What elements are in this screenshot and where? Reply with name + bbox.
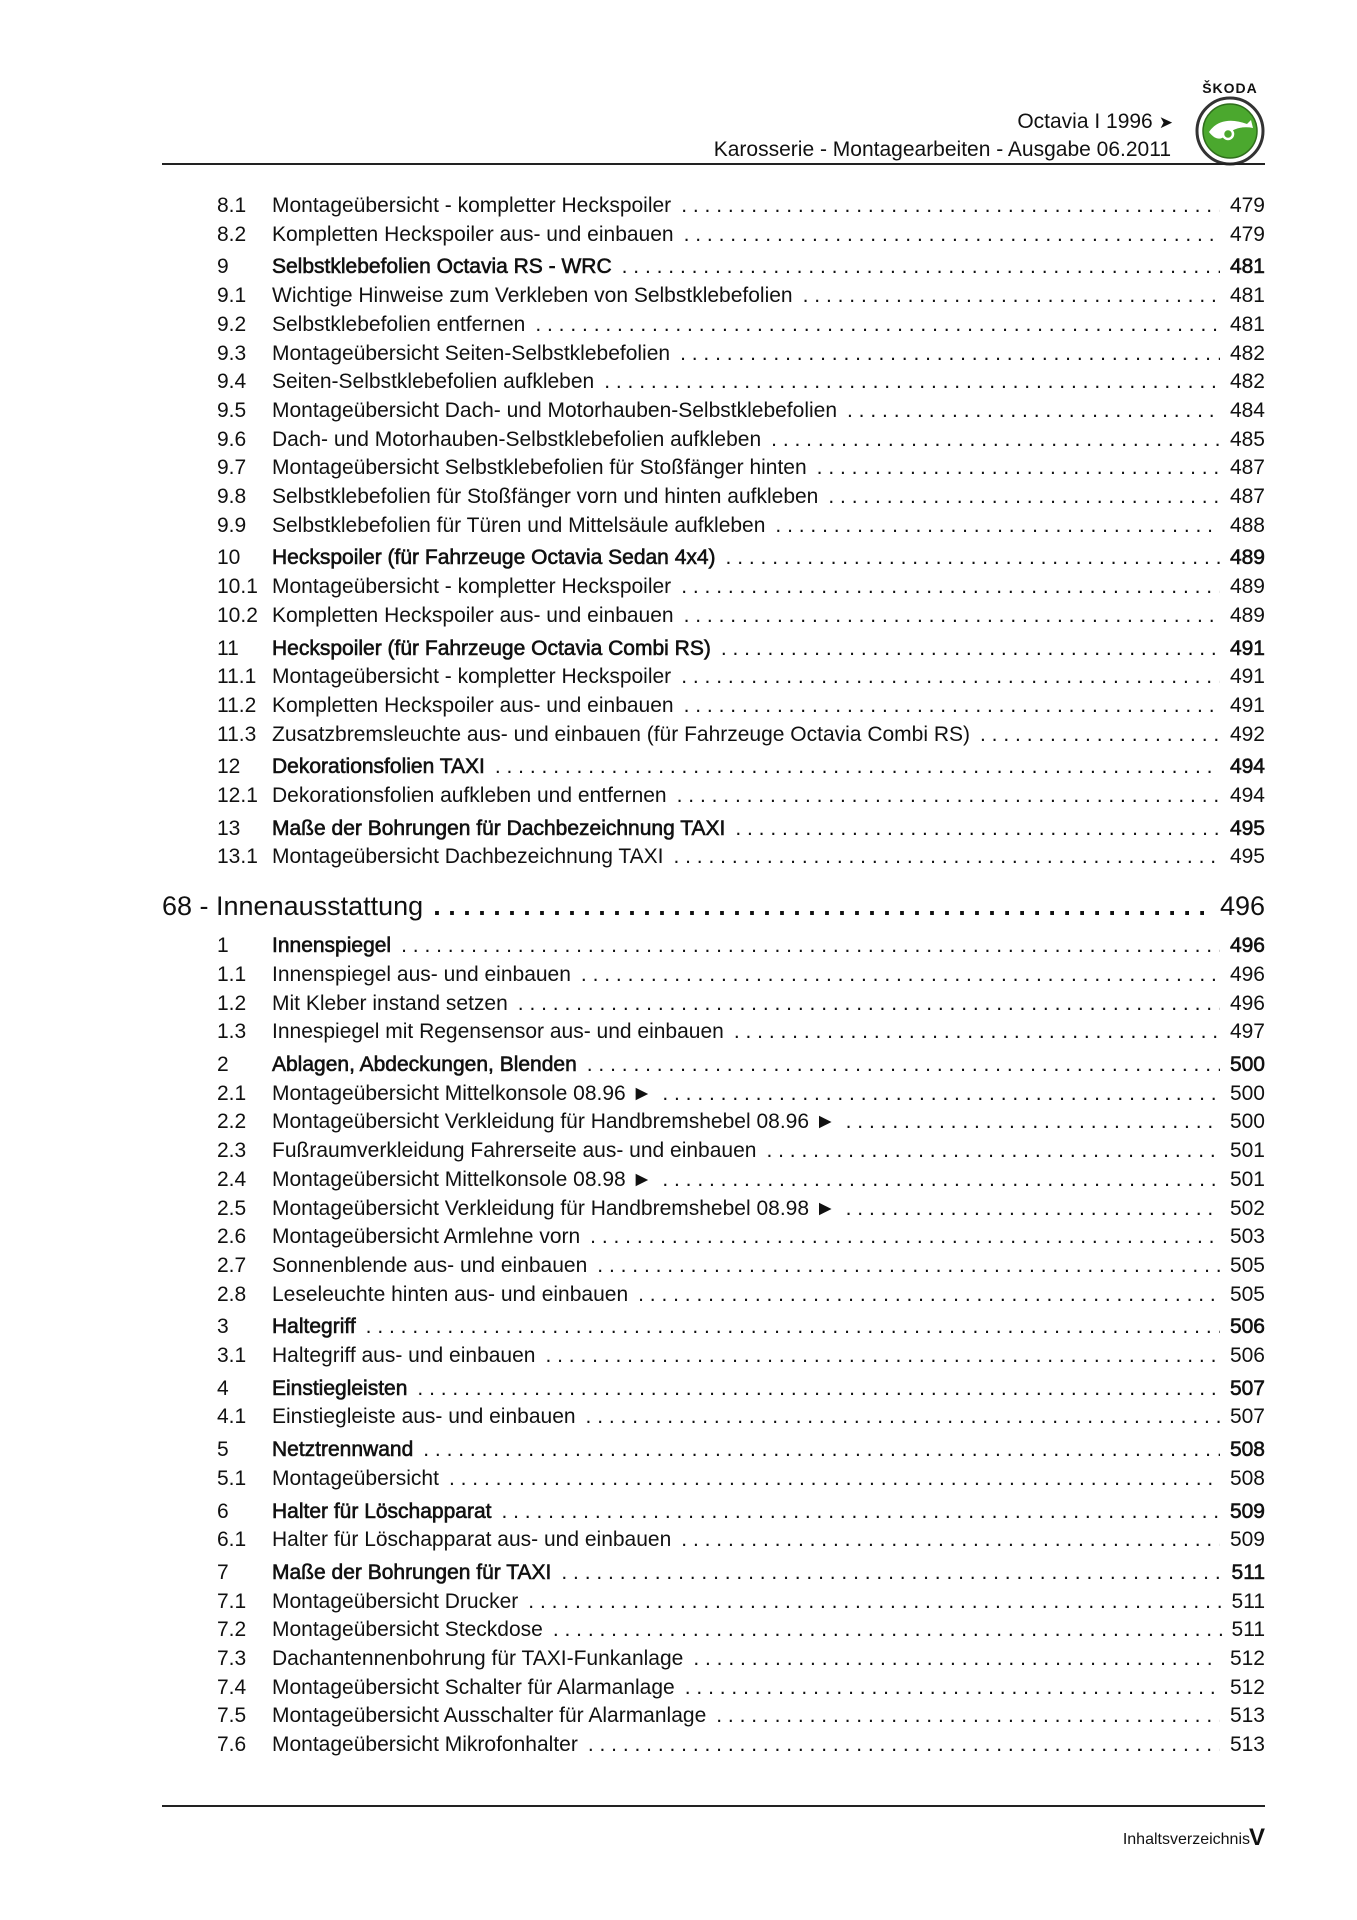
toc-leader-dots xyxy=(401,932,1220,961)
toc-leader-dots xyxy=(693,1645,1220,1674)
toc-entry[interactable] xyxy=(162,1526,1265,1555)
toc-title: Maße der Bohrungen für Dachbezeichnung TAXI xyxy=(272,816,726,840)
toc-page-number: 496 xyxy=(1229,991,1265,1015)
toc-number: 10 xyxy=(217,546,241,570)
toc-number: 13.1 xyxy=(217,845,258,869)
toc-title: Montageübersicht xyxy=(272,1466,439,1490)
toc-entry[interactable] xyxy=(162,368,1265,397)
toc-section[interactable] xyxy=(162,1313,1265,1342)
toc-number: 4.1 xyxy=(217,1405,247,1429)
toc-page-number: 489 xyxy=(1229,575,1265,599)
toc-entry[interactable] xyxy=(162,1674,1265,1703)
toc-number: 10.2 xyxy=(217,603,258,627)
toc-page-number: 491 xyxy=(1229,665,1265,689)
toc-leader-dots xyxy=(604,368,1220,397)
toc-page-number: 491 xyxy=(1229,693,1265,717)
toc-entry[interactable] xyxy=(162,311,1265,340)
toc-number: 5.1 xyxy=(217,1466,247,1490)
toc-title: Einstiegleiste aus- und einbauen xyxy=(272,1405,576,1429)
toc-number: 8.1 xyxy=(217,194,247,217)
toc-title: Montageübersicht Steckdose xyxy=(272,1618,543,1642)
toc-page-number: 494 xyxy=(1229,784,1265,808)
toc-leader-dots xyxy=(684,692,1220,721)
toc-entry[interactable] xyxy=(162,1281,1265,1310)
toc-title: Dachantennenbohrung für TAXI-Funkanlage xyxy=(272,1647,684,1671)
toc-title: Kompletten Heckspoiler aus- und einbauen xyxy=(272,603,674,627)
toc-leader-dots xyxy=(726,544,1220,573)
toc-number: 4 xyxy=(217,1376,229,1400)
table-of-contents xyxy=(162,192,1265,1760)
toc-title: 68 - Innenausstattung xyxy=(162,891,424,922)
toc-page-number: 482 xyxy=(1229,341,1265,365)
toc-number: 11 xyxy=(217,636,239,660)
toc-page-number: 509 xyxy=(1229,1528,1265,1552)
toc-page-number: 506 xyxy=(1229,1315,1265,1339)
toc-page-number: 502 xyxy=(1229,1196,1265,1220)
toc-title: Montageübersicht Selbstklebefolien für Stoßfänger hinten xyxy=(272,456,807,480)
toc-number: 9 xyxy=(217,255,229,279)
toc-page-number: 501 xyxy=(1229,1139,1265,1163)
toc-entry[interactable] xyxy=(162,192,1265,221)
toc-page-number: 481 xyxy=(1229,255,1265,279)
toc-number: 11.2 xyxy=(217,693,257,717)
toc-leader-dots xyxy=(366,1313,1220,1342)
footer-page-number: V xyxy=(1248,1824,1265,1851)
toc-leader-dots xyxy=(847,397,1220,426)
toc-page-number: 488 xyxy=(1229,513,1265,537)
toc-leader-dots xyxy=(846,1108,1220,1137)
toc-entry[interactable] xyxy=(162,1223,1265,1252)
toc-leader-dots xyxy=(828,483,1220,512)
toc-title: Heckspoiler (für Fahrzeuge Octavia Combi RS) xyxy=(272,636,711,660)
toc-entry[interactable] xyxy=(162,221,1265,250)
toc-page-number: 511 xyxy=(1231,1560,1265,1584)
toc-page-number: 481 xyxy=(1229,312,1265,336)
toc-title: Dekorationsfolien TAXI xyxy=(272,755,485,779)
toc-entry[interactable] xyxy=(162,1702,1265,1731)
toc-title: Halter für Löschapparat xyxy=(272,1499,492,1523)
toc-title: Montageübersicht - kompletter Heckspoiler xyxy=(272,194,672,217)
header-subtitle: Karosserie - Montagearbeiten - Ausgabe 06.2011 xyxy=(713,138,1171,161)
toc-number: 5 xyxy=(217,1438,229,1462)
toc-leader-dots xyxy=(680,340,1220,369)
toc-title: Innenspiegel aus- und einbauen xyxy=(272,962,571,986)
toc-number: 11.3 xyxy=(217,722,257,746)
toc-section[interactable] xyxy=(162,635,1265,664)
toc-page-number: 496 xyxy=(1229,934,1265,958)
toc-leader-dots xyxy=(622,253,1220,282)
toc-number: 8.2 xyxy=(217,222,247,246)
toc-leader-dots xyxy=(771,426,1220,455)
toc-section[interactable] xyxy=(162,932,1265,961)
toc-section[interactable] xyxy=(162,544,1265,573)
toc-number: 13 xyxy=(217,816,241,840)
toc-section[interactable] xyxy=(162,253,1265,282)
toc-number: 1 xyxy=(217,934,229,958)
toc-leader-dots xyxy=(417,1375,1220,1404)
toc-title: Selbstklebefolien für Türen und Mittelsäule aufkleben xyxy=(272,513,766,537)
toc-leader-dots xyxy=(535,311,1220,340)
toc-page-number: 496 xyxy=(1219,891,1265,922)
toc-number: 9.3 xyxy=(217,341,247,365)
toc-entry[interactable] xyxy=(162,1137,1265,1166)
toc-page-number: 481 xyxy=(1229,284,1265,308)
toc-title: Kompletten Heckspoiler aus- und einbauen xyxy=(272,222,674,246)
toc-leader-dots xyxy=(586,1403,1220,1432)
toc-page-number: 508 xyxy=(1229,1466,1265,1490)
toc-number: 2.2 xyxy=(217,1110,247,1134)
toc-number: 9.5 xyxy=(217,398,247,422)
toc-page-number: 505 xyxy=(1229,1282,1265,1306)
toc-number: 6.1 xyxy=(217,1528,247,1552)
toc-number: 9.9 xyxy=(217,513,247,537)
toc-entry[interactable] xyxy=(162,990,1265,1019)
toc-page-number: 496 xyxy=(1229,962,1265,986)
toc-page-number: 512 xyxy=(1229,1647,1265,1671)
toc-number: 7.1 xyxy=(217,1589,247,1613)
arrow-right-icon: ➤ xyxy=(1158,113,1173,132)
toc-page-number: 508 xyxy=(1229,1438,1265,1462)
toc-page-number: 495 xyxy=(1229,845,1265,869)
toc-title: Selbstklebefolien für Stoßfänger vorn und hinten aufkleben xyxy=(272,485,819,509)
toc-entry[interactable] xyxy=(162,1588,1265,1617)
toc-title: Leseleuchte hinten aus- und einbauen xyxy=(272,1282,629,1306)
toc-title: Montageübersicht - kompletter Heckspoiler xyxy=(272,665,672,689)
toc-leader-dots xyxy=(685,1674,1220,1703)
toc-title: Montageübersicht Seiten-Selbstklebefolien xyxy=(272,341,671,365)
toc-entry[interactable] xyxy=(162,1166,1265,1195)
toc-number: 2.8 xyxy=(217,1282,247,1306)
toc-title: Montageübersicht Drucker xyxy=(272,1589,519,1613)
toc-number: 1.2 xyxy=(217,991,247,1015)
toc-entry[interactable] xyxy=(162,282,1265,311)
toc-page-number: 509 xyxy=(1229,1499,1265,1523)
toc-number: 9.1 xyxy=(217,284,247,308)
toc-title: Zusatzbremsleuchte aus- und einbauen (für Fahrzeuge Octavia Combi RS) xyxy=(272,722,971,746)
toc-number: 7.4 xyxy=(217,1675,247,1699)
skoda-logo-icon xyxy=(1195,96,1265,166)
toc-leader-dots xyxy=(597,1252,1220,1281)
toc-title: Montageübersicht Dachbezeichnung TAXI xyxy=(272,845,664,869)
toc-title: Innenspiegel xyxy=(272,934,392,958)
toc-number: 9.6 xyxy=(217,427,247,451)
toc-page-number: 507 xyxy=(1229,1405,1265,1429)
toc-leader-dots xyxy=(553,1616,1222,1645)
toc-number: 7 xyxy=(217,1560,229,1584)
toc-page-number: 485 xyxy=(1229,427,1265,451)
toc-leader-dots xyxy=(587,1051,1220,1080)
toc-leader-dots xyxy=(528,1588,1221,1617)
toc-page-number: 497 xyxy=(1229,1020,1265,1044)
toc-title: Kompletten Heckspoiler aus- und einbauen xyxy=(272,693,674,717)
toc-page-number: 489 xyxy=(1229,546,1265,570)
toc-entry[interactable] xyxy=(162,1403,1265,1432)
toc-page-number: 500 xyxy=(1229,1052,1265,1076)
toc-number: 9.4 xyxy=(217,370,247,394)
toc-entry[interactable] xyxy=(162,512,1265,541)
toc-title: Montageübersicht - kompletter Heckspoiler xyxy=(272,575,672,599)
toc-entry[interactable] xyxy=(162,1108,1265,1137)
toc-title: Montageübersicht Armlehne vorn xyxy=(272,1225,581,1249)
toc-title: Montageübersicht Ausschalter für Alarmanlage xyxy=(272,1704,707,1728)
toc-page-number: 511 xyxy=(1231,1589,1265,1613)
toc-page-number: 500 xyxy=(1229,1081,1265,1105)
toc-title: Seiten-Selbstklebefolien aufkleben xyxy=(272,370,595,394)
toc-number: 9.8 xyxy=(217,485,247,509)
toc-section[interactable] xyxy=(162,1436,1265,1465)
toc-entry[interactable] xyxy=(162,1195,1265,1224)
toc-leader-dots xyxy=(681,192,1220,221)
toc-entry[interactable] xyxy=(162,1342,1265,1371)
toc-entry[interactable] xyxy=(162,692,1265,721)
toc-entry[interactable] xyxy=(162,340,1265,369)
toc-leader-dots xyxy=(716,1702,1220,1731)
toc-entry[interactable] xyxy=(162,1018,1265,1047)
toc-page-number: 513 xyxy=(1229,1704,1265,1728)
toc-leader-dots xyxy=(721,635,1220,664)
toc-title: Haltegriff xyxy=(272,1315,356,1339)
toc-section[interactable] xyxy=(162,815,1265,844)
toc-page-number: 487 xyxy=(1229,456,1265,480)
toc-entry[interactable] xyxy=(162,843,1265,872)
toc-entry[interactable] xyxy=(162,1645,1265,1674)
toc-page-number: 491 xyxy=(1229,636,1265,660)
toc-title: Fußraumverkleidung Fahrerseite aus- und einbauen xyxy=(272,1139,757,1163)
toc-number: 2.4 xyxy=(217,1167,247,1191)
toc-section[interactable] xyxy=(162,753,1265,782)
toc-entry[interactable] xyxy=(162,1731,1265,1760)
toc-entry[interactable] xyxy=(162,721,1265,750)
toc-page-number: 501 xyxy=(1229,1167,1265,1191)
toc-leader-dots xyxy=(581,961,1220,990)
toc-title: Dach- und Motorhauben-Selbstklebefolien aufkleben xyxy=(272,427,762,451)
toc-leader-dots xyxy=(423,1436,1220,1465)
toc-page-number: 505 xyxy=(1229,1253,1265,1277)
toc-leader-dots xyxy=(673,843,1219,872)
toc-title: Einstiegleisten xyxy=(272,1376,408,1400)
toc-page-number: 492 xyxy=(1229,722,1265,746)
toc-title: Halter für Löschapparat aus- und einbauen xyxy=(272,1528,672,1552)
toc-number: 7.5 xyxy=(217,1704,247,1728)
toc-page-number: 487 xyxy=(1229,485,1265,509)
toc-leader-dots xyxy=(495,753,1220,782)
toc-entry[interactable] xyxy=(162,1616,1265,1645)
toc-number: 10.1 xyxy=(217,575,258,599)
toc-leader-dots xyxy=(817,454,1220,483)
toc-number: 2.7 xyxy=(217,1253,247,1277)
toc-title: Montageübersicht Mittelkonsole 08.98 ► xyxy=(272,1167,653,1191)
toc-leader-dots xyxy=(449,1465,1220,1494)
toc-leader-dots xyxy=(735,815,1220,844)
toc-leader-dots xyxy=(684,221,1220,250)
toc-leader-dots xyxy=(501,1498,1219,1527)
toc-leader-dots xyxy=(734,1018,1220,1047)
toc-title: Selbstklebefolien Octavia RS - WRC xyxy=(272,255,612,279)
toc-title: Innespiegel mit Regensensor aus- und einbauen xyxy=(272,1020,724,1044)
toc-page-number: 494 xyxy=(1229,755,1265,779)
toc-leader-dots xyxy=(590,1223,1220,1252)
header-rule xyxy=(162,163,1265,165)
toc-page-number: 512 xyxy=(1229,1675,1265,1699)
toc-title: Montageübersicht Verkleidung für Handbremshebel 08.98 ► xyxy=(272,1196,836,1220)
toc-page-number: 506 xyxy=(1229,1344,1265,1368)
toc-number: 2.3 xyxy=(217,1139,247,1163)
toc-page-number: 489 xyxy=(1229,603,1265,627)
toc-title: Ablagen, Abdeckungen, Blenden xyxy=(272,1052,577,1076)
toc-leader-dots xyxy=(775,512,1220,541)
toc-number: 9.7 xyxy=(217,456,247,480)
toc-number: 11.1 xyxy=(217,665,257,689)
toc-title: Mit Kleber instand setzen xyxy=(272,991,508,1015)
toc-title: Montageübersicht Mittelkonsole 08.96 ► xyxy=(272,1081,653,1105)
toc-entry[interactable] xyxy=(162,1465,1265,1494)
toc-page-number: 484 xyxy=(1229,398,1265,422)
toc-entry[interactable] xyxy=(162,782,1265,811)
toc-title: Selbstklebefolien entfernen xyxy=(272,312,526,336)
toc-number: 9.2 xyxy=(217,312,247,336)
toc-page-number: 500 xyxy=(1229,1110,1265,1134)
toc-section[interactable] xyxy=(162,1559,1265,1588)
toc-page-number: 479 xyxy=(1229,222,1265,246)
toc-leader-dots xyxy=(803,282,1220,311)
toc-entry[interactable] xyxy=(162,573,1265,602)
toc-entry[interactable] xyxy=(162,426,1265,455)
toc-entry[interactable] xyxy=(162,602,1265,631)
toc-page-number: 503 xyxy=(1229,1225,1265,1249)
footer-rule xyxy=(162,1805,1265,1807)
toc-leader-dots xyxy=(433,886,1210,926)
toc-entry[interactable] xyxy=(162,1080,1265,1109)
toc-leader-dots xyxy=(518,990,1220,1019)
toc-leader-dots xyxy=(766,1137,1220,1166)
toc-leader-dots xyxy=(681,1526,1220,1555)
toc-number: 12.1 xyxy=(217,784,258,808)
toc-number: 3 xyxy=(217,1315,229,1339)
toc-page-number: 482 xyxy=(1229,370,1265,394)
header-model-text: Octavia I 1996 xyxy=(1017,110,1153,133)
toc-leader-dots xyxy=(980,721,1220,750)
toc-section[interactable] xyxy=(162,1051,1265,1080)
toc-number: 2 xyxy=(217,1052,229,1076)
toc-title: Montageübersicht Verkleidung für Handbremshebel 08.96 ► xyxy=(272,1110,836,1134)
toc-title: Montageübersicht Schalter für Alarmanlage xyxy=(272,1675,675,1699)
toc-page-number: 513 xyxy=(1229,1733,1265,1757)
toc-title: Netztrennwand xyxy=(272,1438,414,1462)
toc-number: 1.1 xyxy=(217,962,247,986)
toc-title: Maße der Bohrungen für TAXI xyxy=(272,1560,552,1584)
toc-title: Montageübersicht Mikrofonhalter xyxy=(272,1733,578,1757)
footer-label: Inhaltsverzeichnis xyxy=(1122,1831,1250,1848)
header-model xyxy=(1017,110,1173,134)
toc-number: 7.2 xyxy=(217,1618,247,1642)
toc-chapter[interactable] xyxy=(162,886,1265,926)
toc-leader-dots xyxy=(588,1731,1220,1760)
toc-number: 2.6 xyxy=(217,1225,247,1249)
toc-entry[interactable] xyxy=(162,397,1265,426)
toc-title: Sonnenblende aus- und einbauen xyxy=(272,1253,588,1277)
toc-section[interactable] xyxy=(162,1375,1265,1404)
toc-title: Montageübersicht Dach- und Motorhauben-Selbstklebefolien xyxy=(272,398,838,422)
toc-entry[interactable] xyxy=(162,1252,1265,1281)
toc-title: Heckspoiler (für Fahrzeuge Octavia Sedan 4x4) xyxy=(272,546,716,570)
toc-number: 7.6 xyxy=(217,1733,247,1757)
toc-leader-dots xyxy=(681,663,1220,692)
toc-entry[interactable] xyxy=(162,961,1265,990)
toc-number: 6 xyxy=(217,1499,229,1523)
toc-number: 12 xyxy=(217,755,241,779)
toc-leader-dots xyxy=(545,1342,1219,1371)
toc-leader-dots xyxy=(684,602,1220,631)
toc-entry[interactable] xyxy=(162,483,1265,512)
toc-number: 7.3 xyxy=(217,1647,247,1671)
toc-page-number: 507 xyxy=(1229,1376,1265,1400)
toc-entry[interactable] xyxy=(162,454,1265,483)
toc-page-number: 511 xyxy=(1231,1618,1265,1642)
toc-number: 2.1 xyxy=(217,1081,247,1105)
toc-leader-dots xyxy=(846,1195,1220,1224)
toc-section[interactable] xyxy=(162,1498,1265,1527)
toc-number: 1.3 xyxy=(217,1020,247,1044)
toc-page-number: 495 xyxy=(1229,816,1265,840)
toc-leader-dots xyxy=(677,782,1220,811)
toc-page-number: 479 xyxy=(1229,194,1265,217)
toc-leader-dots xyxy=(638,1281,1220,1310)
toc-number: 2.5 xyxy=(217,1196,247,1220)
toc-leader-dots xyxy=(681,573,1220,602)
toc-title: Wichtige Hinweise zum Verkleben von Selbstklebefolien xyxy=(272,284,793,308)
toc-title: Dekorationsfolien aufkleben und entfernen xyxy=(272,784,667,808)
toc-number: 3.1 xyxy=(217,1344,247,1368)
toc-leader-dots xyxy=(662,1080,1220,1109)
brand-wordmark: ŠKODA xyxy=(1202,80,1258,96)
toc-title: Haltegriff aus- und einbauen xyxy=(272,1344,536,1368)
toc-leader-dots xyxy=(662,1166,1220,1195)
toc-entry[interactable] xyxy=(162,663,1265,692)
toc-leader-dots xyxy=(561,1559,1221,1588)
